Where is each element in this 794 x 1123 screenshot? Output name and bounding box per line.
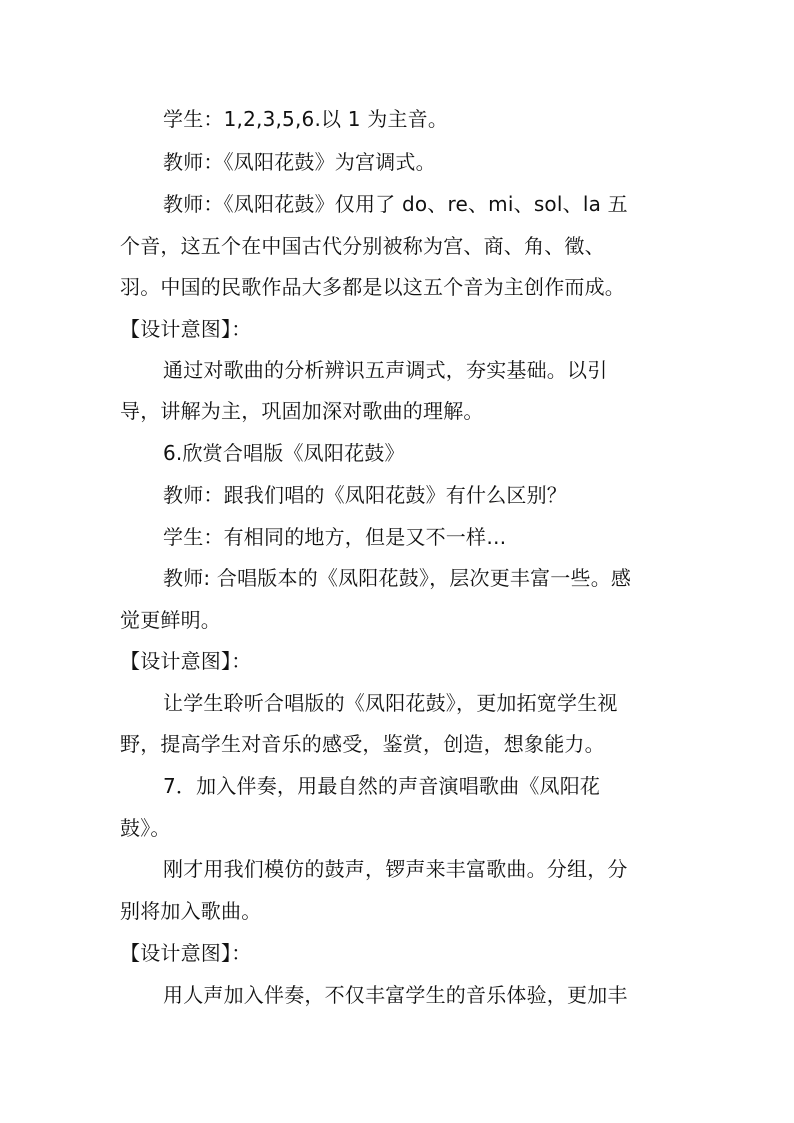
section-heading-design-intent-3: 【设计意图】： bbox=[120, 941, 252, 965]
text-line-18: 鼓》。 bbox=[120, 816, 171, 840]
section-item-6: 6.欣赏合唱版《凤阳花鼓》 bbox=[163, 441, 405, 465]
section-heading-design-intent-1: 【设计意图】： bbox=[120, 317, 252, 341]
text-line-5: 羽。中国的民歌作品大多都是以这五个音为主创作而成。 bbox=[120, 275, 625, 299]
text-line-7: 通过对歌曲的分析辨识五声调式，夯实基础。以引 bbox=[163, 358, 608, 382]
text-line-19: 刚才用我们模仿的鼓声，锣声来丰富歌曲。分组，分 bbox=[163, 857, 628, 881]
text-line-20: 别将加入歌曲。 bbox=[120, 899, 262, 923]
section-heading-design-intent-2: 【设计意图】： bbox=[120, 649, 252, 673]
text-line-12: 教师: 合唱版本的《凤阳花鼓》，层次更丰富一些。感 bbox=[163, 566, 632, 590]
text-line-11: 学生：有相同的地方，但是又不一样… bbox=[163, 525, 507, 549]
text-line-22: 用人声加入伴奏，不仅丰富学生的音乐体验，更加丰 bbox=[163, 983, 628, 1007]
text-line-1: 学生：1,2,3,5,6.以 1 为主音。 bbox=[163, 107, 449, 131]
text-line-10: 教师：跟我们唱的《凤阳花鼓》有什么区别？ bbox=[163, 483, 567, 507]
text-line-3: 教师：《凤阳花鼓》仅用了 do、re、mi、sol、la 五 bbox=[163, 192, 628, 216]
text-line-4: 个音，这五个在中国古代分别被称为宫、商、角、徵、 bbox=[120, 234, 605, 258]
text-line-15: 让学生聆听合唱版的《凤阳花鼓》，更加拓宽学生视 bbox=[163, 691, 618, 715]
section-item-7: 7．加入伴奏，用最自然的声音演唱歌曲《凤阳花 bbox=[163, 774, 601, 798]
text-line-8: 导，讲解为主，巩固加深对歌曲的理解。 bbox=[120, 399, 484, 423]
text-line-2: 教师：《凤阳花鼓》为宫调式。 bbox=[163, 150, 436, 174]
text-line-16: 野，提高学生对音乐的感受，鉴赏，创造，想象能力。 bbox=[120, 732, 605, 756]
text-line-13: 觉更鲜明。 bbox=[120, 608, 221, 632]
